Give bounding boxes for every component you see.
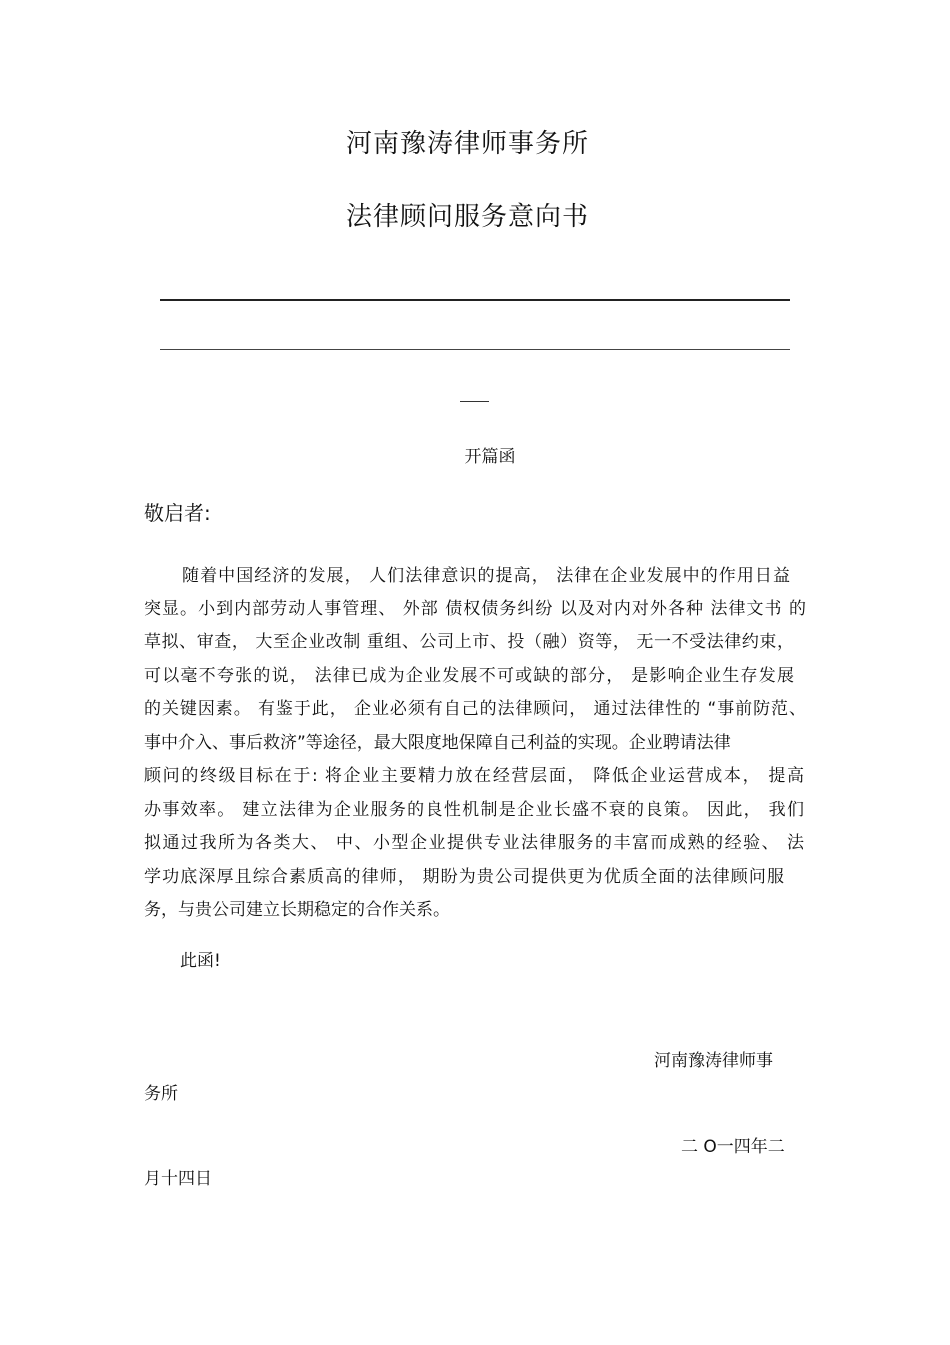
closing-text: 此函! (180, 951, 221, 971)
signature-date-line1: 二 O一四年二 (681, 1137, 785, 1157)
body-line: 随着中国经济的发展， 人们法律意识的提高， 法律在企业发展中的作用日益 (182, 566, 790, 586)
body-line: 事中介入、事后救济”等途径，最大限度地保障自己利益的实现。企业聘请法律 (144, 733, 731, 753)
body-line: 突显。小到内部劳动人事管理、 外部 债权债务纠纷 以及对内对外各种 法律文书 的 (144, 599, 806, 619)
divider-line-thin (160, 349, 790, 350)
body-line: 顾问的终级目标在于: 将企业主要精力放在经营层面， 降低企业运营成本， 提高 (144, 766, 804, 786)
signature-date-line2: 月十四日 (144, 1169, 212, 1189)
signature-firm-line1: 河南豫涛律师事 (654, 1051, 773, 1071)
document-title: 法律顾问服务意向书 (345, 202, 589, 232)
short-dash (460, 401, 489, 402)
body-line: 学功底深厚且综合素质高的律师， 期盼为贵公司提供更为优质全面的法律顾问服 (144, 867, 784, 887)
section-subtitle: 开篇函 (464, 447, 516, 467)
firm-title: 河南豫涛律师事务所 (345, 129, 589, 159)
salutation: 敬启者: (144, 501, 211, 525)
body-line: 草拟、审查， 大至企业改制 重组、公司上市、投（融）资等， 无一不受法律约束， (144, 632, 794, 652)
body-line: 可以毫不夸张的说， 法律已成为企业发展不可或缺的部分， 是影响企业生存发展 (144, 666, 794, 686)
body-line: 拟通过我所为各类大、 中、小型企业提供专业法律服务的丰富而成熟的经验、 法 (144, 833, 804, 853)
body-line: 的关键因素。 有鉴于此， 企业必须有自己的法律顾问， 通过法律性的 “事前防范、 (144, 699, 806, 719)
signature-firm-line2: 务所 (144, 1084, 178, 1104)
divider-line-thick (160, 299, 790, 301)
body-line: 务，与贵公司建立长期稳定的合作关系。 (144, 900, 450, 920)
body-line: 办事效率。 建立法律为企业服务的良性机制是企业长盛不衰的良策。 因此， 我们 (144, 800, 804, 820)
